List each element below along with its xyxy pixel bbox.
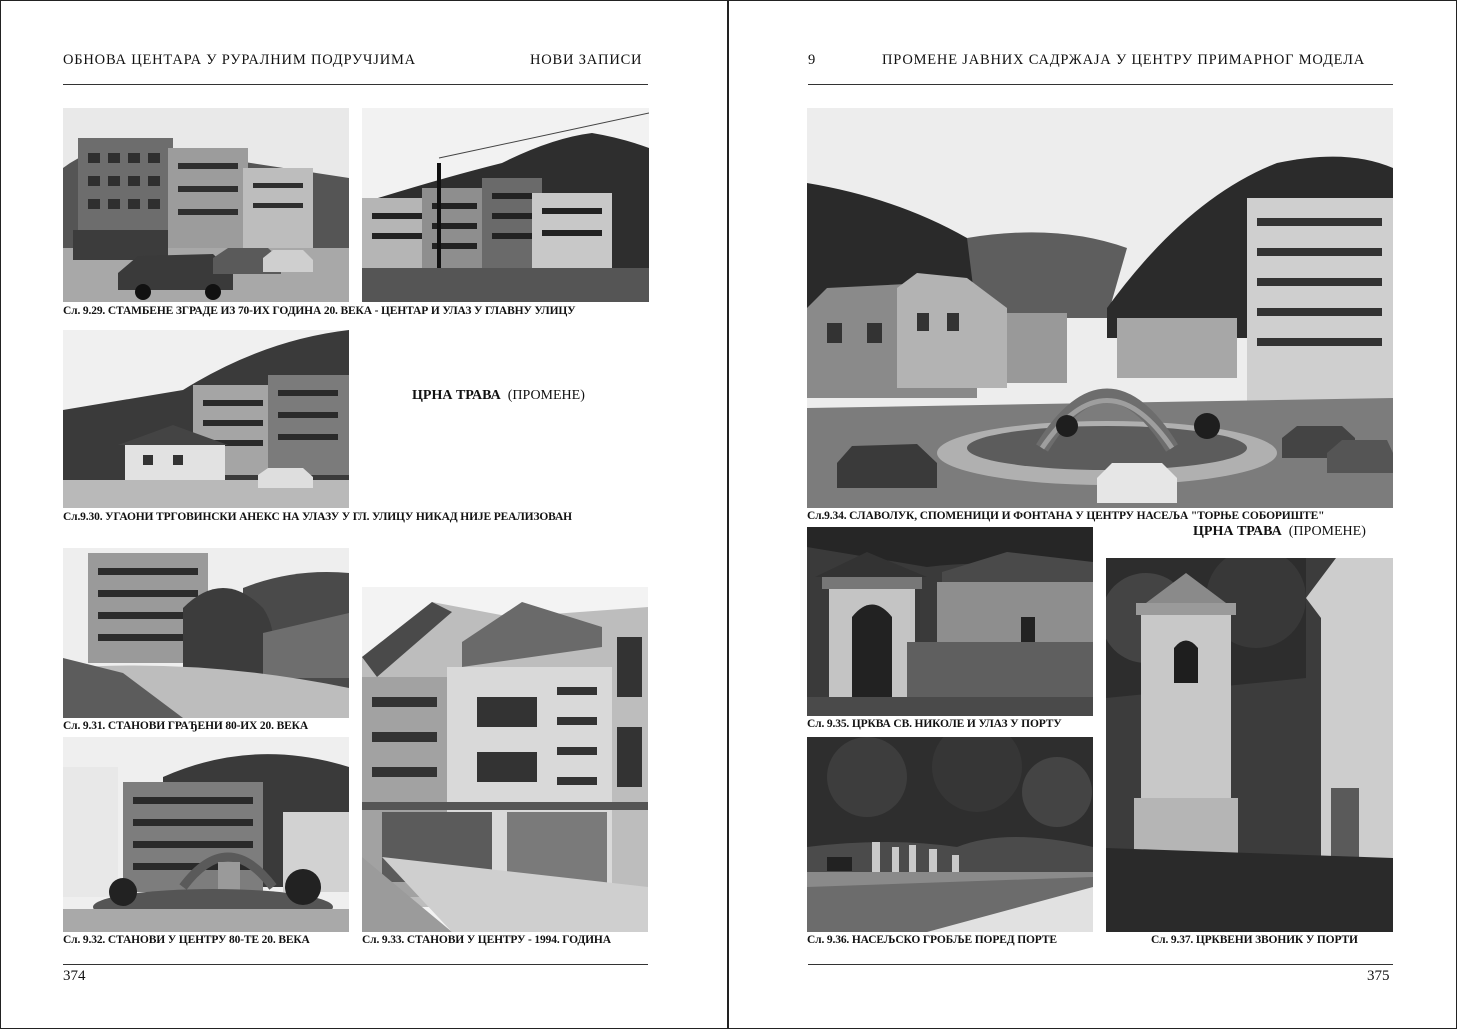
caption-9-36: Сл. 9.36. НАСЕЉСКО ГРОБЉЕ ПОРЕД ПОРТЕ bbox=[807, 934, 1057, 946]
caption-9-31: Сл. 9.31. СТАНОВИ ГРАЂЕНИ 80-ИХ 20. ВЕКА bbox=[63, 720, 308, 732]
photo-9-29-street bbox=[362, 108, 649, 302]
caption-9-35: Сл. 9.35. ЦРКВА СВ. НИКОЛЕ И УЛАЗ У ПОРТУ bbox=[807, 718, 1062, 730]
photo-9-31-flats-80s bbox=[63, 548, 349, 718]
photo-9-33-centre-1994 bbox=[362, 587, 648, 932]
right-section-title bbox=[1193, 524, 1366, 540]
right-chapter-number: 9 bbox=[808, 52, 817, 68]
section-title-note: (ПРОМЕНЕ) bbox=[1288, 524, 1366, 539]
left-header-rule bbox=[63, 84, 648, 85]
left-page-number: 374 bbox=[63, 968, 86, 984]
photo-9-32-centre-80s bbox=[63, 737, 349, 932]
section-title-note: (ПРОМЕНЕ) bbox=[507, 388, 585, 403]
caption-9-29: Сл. 9.29. СТАМБЕНЕ ЗГРАДЕ ИЗ 70-ИХ ГОДИНА 20. ВЕКА - ЦЕНТАР И УЛАЗ У ГЛАВНУ УЛИЦУ bbox=[63, 305, 576, 317]
left-running-header-right: НОВИ ЗАПИСИ bbox=[530, 52, 643, 68]
right-page-number: 375 bbox=[1367, 968, 1390, 984]
left-section-title bbox=[412, 388, 585, 404]
left-footer-rule bbox=[63, 964, 648, 965]
caption-9-32: Сл. 9.32. СТАНОВИ У ЦЕНТРУ 80-ТЕ 20. ВЕКА bbox=[63, 934, 310, 946]
caption-9-33: Сл. 9.33. СТАНОВИ У ЦЕНТРУ - 1994. ГОДИНА bbox=[362, 934, 611, 946]
right-footer-rule bbox=[808, 964, 1393, 965]
photo-9-36-village-cemetery bbox=[807, 737, 1093, 932]
section-title-bold: ЦРНА ТРАВА bbox=[1193, 524, 1282, 539]
photo-9-34-arch-fountain bbox=[807, 108, 1393, 508]
caption-9-37: Сл. 9.37. ЦРКВЕНИ ЗВОНИК У ПОРТИ bbox=[1151, 934, 1358, 946]
right-header-rule bbox=[808, 84, 1393, 85]
caption-9-30: Сл.9.30. УГАОНИ ТРГОВИНСКИ АНЕКС НА УЛАЗУ У ГЛ. УЛИЦУ НИКАД НИЈЕ РЕАЛИЗОВАН bbox=[63, 511, 572, 523]
photo-9-37-bell-tower bbox=[1106, 558, 1393, 932]
page-gutter bbox=[727, 0, 729, 1029]
photo-9-29-apartments bbox=[63, 108, 349, 302]
right-running-header: ПРОМЕНЕ ЈАВНИХ САДРЖАЈА У ЦЕНТРУ ПРИМАРНОГ МОДЕЛА bbox=[882, 52, 1366, 68]
caption-9-34: Сл.9.34. СЛАВОЛУК, СПОМЕНИЦИ И ФОНТАНА У ЦЕНТРУ НАСЕЉА "ТОРЊЕ СОБОРИШТЕ" bbox=[807, 510, 1325, 522]
photo-9-35-church-st-nicholas bbox=[807, 527, 1093, 716]
left-running-header: ОБНОВА ЦЕНТАРА У РУРАЛНИМ ПОДРУЧЈИМА bbox=[63, 52, 416, 68]
section-title-bold: ЦРНА ТРАВА bbox=[412, 388, 501, 403]
photo-9-30-corner-annex bbox=[63, 330, 349, 508]
